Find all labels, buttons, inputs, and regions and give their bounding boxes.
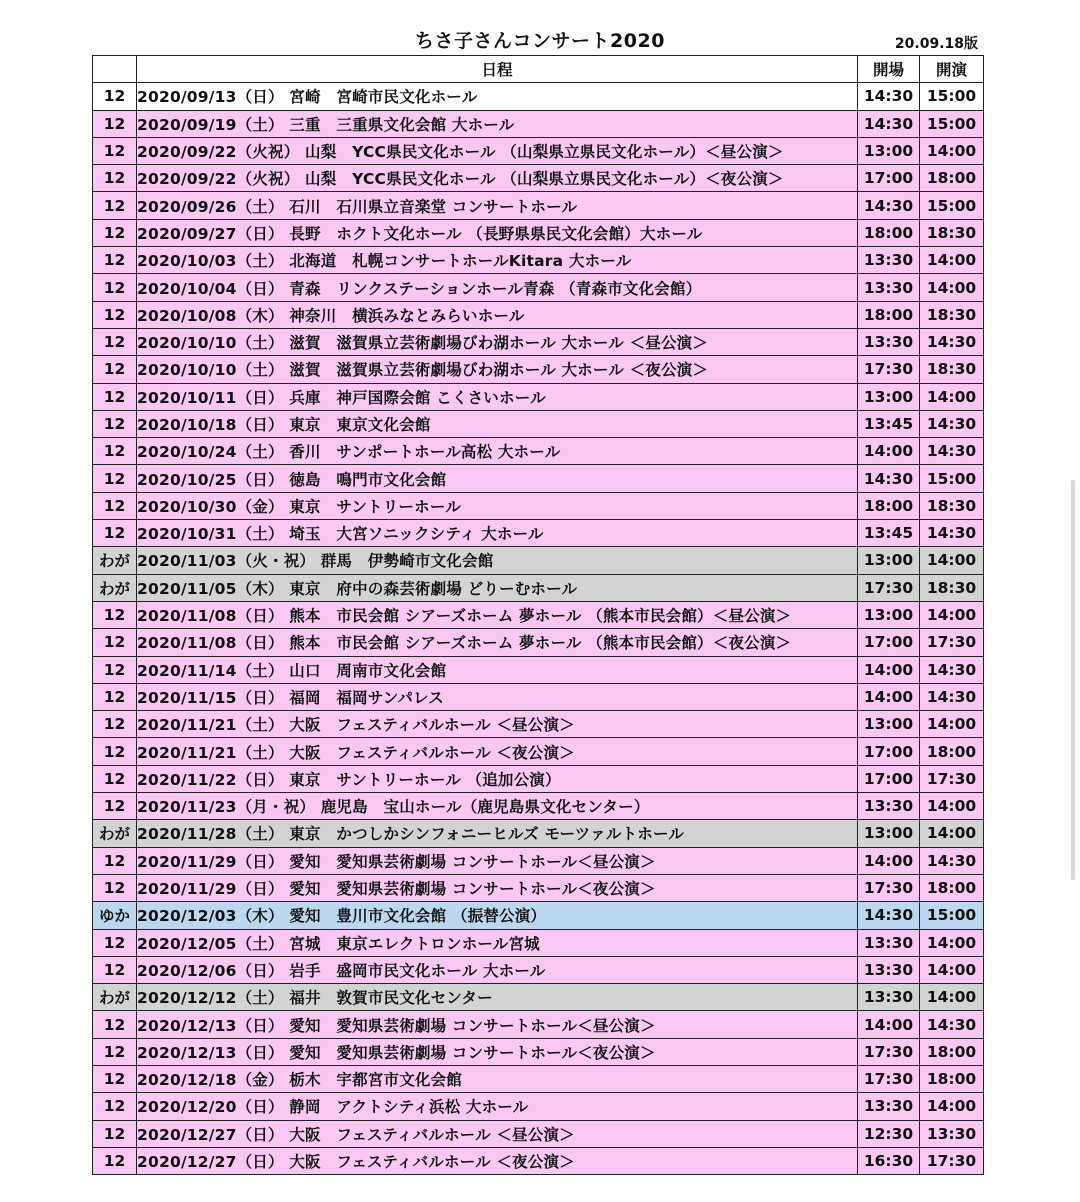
table-row (93, 465, 984, 492)
row-info: 2020/10/24（土） 香川 サンポートホール高松 大ホール (137, 438, 858, 465)
row-start-time: 18:30 (920, 356, 984, 383)
row-code: 12 (93, 301, 137, 328)
row-code: 12 (93, 956, 137, 983)
table-row (93, 1147, 984, 1174)
row-code: 12 (93, 629, 137, 656)
row-code: 12 (93, 410, 137, 437)
row-info: 2020/12/13（日） 愛知 愛知県芸術劇場 コンサートホール＜昼公演＞ (137, 1011, 858, 1038)
row-start-time: 14:30 (920, 1011, 984, 1038)
row-info: 2020/10/04（日） 青森 リンクステーションホール青森 （青森市文化会館） (137, 274, 858, 301)
table-row (93, 656, 984, 683)
table-row (93, 601, 984, 628)
row-start-time: 14:00 (920, 793, 984, 820)
table-row (93, 1065, 984, 1092)
row-open-time: 14:00 (858, 656, 920, 683)
row-open-time: 14:00 (858, 847, 920, 874)
row-info: 2020/12/03（木） 愛知 豊川市文化会館 （振替公演） (137, 902, 858, 929)
table-row (93, 274, 984, 301)
row-open-time: 13:00 (858, 711, 920, 738)
row-code: 12 (93, 929, 137, 956)
row-code: 12 (93, 656, 137, 683)
row-info: 2020/11/28（土） 東京 かつしかシンフォニーヒルズ モーツァルトホール (137, 820, 858, 847)
table-row (93, 738, 984, 765)
row-open-time: 13:00 (858, 820, 920, 847)
row-start-time: 18:00 (920, 738, 984, 765)
table-row (93, 383, 984, 410)
row-info: 2020/10/10（土） 滋賀 滋賀県立芸術劇場びわ湖ホール 大ホール ＜昼公演＞ (137, 328, 858, 355)
row-open-time: 13:00 (858, 383, 920, 410)
table-row (93, 765, 984, 792)
table-row (93, 902, 984, 929)
row-start-time: 18:30 (920, 492, 984, 519)
row-info: 2020/09/27（日） 長野 ホクト文化ホール （長野県県民文化会館）大ホール (137, 219, 858, 246)
row-start-time: 18:00 (920, 1065, 984, 1092)
row-code: 12 (93, 1120, 137, 1147)
row-open-time: 13:45 (858, 520, 920, 547)
row-start-time: 14:00 (920, 274, 984, 301)
row-info: 2020/11/22（日） 東京 サントリーホール （追加公演） (137, 765, 858, 792)
row-code: 12 (93, 1147, 137, 1174)
table-row (93, 793, 984, 820)
row-code: 12 (93, 1093, 137, 1120)
row-start-time: 18:00 (920, 1038, 984, 1065)
table-row (93, 1038, 984, 1065)
table-row (93, 83, 984, 110)
row-info: 2020/10/31（土） 埼玉 大宮ソニックシティ 大ホール (137, 520, 858, 547)
row-start-time: 18:30 (920, 574, 984, 601)
row-start-time: 17:30 (920, 1147, 984, 1174)
row-start-time: 14:30 (920, 683, 984, 710)
row-open-time: 18:00 (858, 492, 920, 519)
row-open-time: 13:30 (858, 984, 920, 1011)
row-code: わが (93, 574, 137, 601)
row-info: 2020/10/25（日） 徳島 鳴門市文化会館 (137, 465, 858, 492)
row-info: 2020/12/18（金） 栃木 宇都宮市文化会館 (137, 1065, 858, 1092)
row-info: 2020/10/03（土） 北海道 札幌コンサートホールKitara 大ホール (137, 247, 858, 274)
table-row (93, 629, 984, 656)
table-row (93, 301, 984, 328)
row-info: 2020/09/22（火祝） 山梨 YCC県民文化ホール （山梨県立県民文化ホール）＜昼公演＞ (137, 137, 858, 164)
row-start-time: 14:00 (920, 929, 984, 956)
row-open-time: 13:00 (858, 547, 920, 574)
row-info: 2020/12/27（日） 大阪 フェスティバルホール ＜昼公演＞ (137, 1120, 858, 1147)
row-code: 12 (93, 711, 137, 738)
row-open-time: 18:00 (858, 301, 920, 328)
row-open-time: 13:30 (858, 247, 920, 274)
row-open-time: 17:30 (858, 356, 920, 383)
row-code: 12 (93, 1065, 137, 1092)
row-open-time: 16:30 (858, 1147, 920, 1174)
row-code: ゆか (93, 902, 137, 929)
row-start-time: 14:30 (920, 847, 984, 874)
row-code: 12 (93, 847, 137, 874)
row-start-time: 13:30 (920, 1120, 984, 1147)
row-start-time: 18:30 (920, 219, 984, 246)
row-info: 2020/12/20（日） 静岡 アクトシティ浜松 大ホール (137, 1093, 858, 1120)
row-start-time: 14:30 (920, 656, 984, 683)
row-code: 12 (93, 192, 137, 219)
row-code: 12 (93, 683, 137, 710)
row-code: わが (93, 984, 137, 1011)
row-start-time: 14:00 (920, 984, 984, 1011)
row-start-time: 14:00 (920, 383, 984, 410)
row-open-time: 14:30 (858, 110, 920, 137)
version-label: 20.09.18版 (894, 36, 978, 52)
row-open-time: 13:30 (858, 1093, 920, 1120)
row-start-time: 14:00 (920, 547, 984, 574)
row-start-time: 14:00 (920, 137, 984, 164)
row-info: 2020/12/05（土） 宮城 東京エレクトロンホール宮城 (137, 929, 858, 956)
row-code: 12 (93, 110, 137, 137)
row-start-time: 15:00 (920, 902, 984, 929)
row-info: 2020/12/27（日） 大阪 フェスティバルホール ＜夜公演＞ (137, 1147, 858, 1174)
row-info: 2020/09/26（土） 石川 石川県立音楽堂 コンサートホール (137, 192, 858, 219)
row-code: 12 (93, 328, 137, 355)
table-row (93, 574, 984, 601)
row-start-time: 14:00 (920, 601, 984, 628)
row-start-time: 14:00 (920, 711, 984, 738)
schedule-table (92, 55, 984, 1175)
row-start-time: 15:00 (920, 110, 984, 137)
row-info: 2020/12/12（土） 福井 敦賀市民文化センター (137, 984, 858, 1011)
row-open-time: 14:00 (858, 438, 920, 465)
table-row (93, 1093, 984, 1120)
row-info: 2020/11/29（日） 愛知 愛知県芸術劇場 コンサートホール＜昼公演＞ (137, 847, 858, 874)
row-open-time: 13:30 (858, 274, 920, 301)
row-open-time: 18:00 (858, 219, 920, 246)
row-info: 2020/11/21（土） 大阪 フェスティバルホール ＜夜公演＞ (137, 738, 858, 765)
table-row (93, 438, 984, 465)
row-start-time: 15:00 (920, 83, 984, 110)
row-info: 2020/11/14（土） 山口 周南市文化会館 (137, 656, 858, 683)
table-row (93, 410, 984, 437)
row-code: 12 (93, 1038, 137, 1065)
row-open-time: 13:45 (858, 410, 920, 437)
row-info: 2020/11/05（木） 東京 府中の森芸術劇場 どりーむホール (137, 574, 858, 601)
row-code: 12 (93, 438, 137, 465)
table-row (93, 137, 984, 164)
row-info: 2020/11/03（火・祝） 群馬 伊勢崎市文化会館 (137, 547, 858, 574)
table-row (93, 547, 984, 574)
row-open-time: 13:30 (858, 929, 920, 956)
table-row (93, 110, 984, 137)
row-info: 2020/12/06（日） 岩手 盛岡市民文化ホール 大ホール (137, 956, 858, 983)
header-start: 開演 (920, 56, 984, 83)
table-row (93, 984, 984, 1011)
row-open-time: 14:00 (858, 1011, 920, 1038)
row-start-time: 14:30 (920, 438, 984, 465)
row-code: 12 (93, 492, 137, 519)
table-row (93, 328, 984, 355)
row-code: 12 (93, 874, 137, 901)
row-code: わが (93, 547, 137, 574)
row-code: 12 (93, 738, 137, 765)
row-start-time: 18:30 (920, 301, 984, 328)
row-code: 12 (93, 465, 137, 492)
row-info: 2020/11/15（日） 福岡 福岡サンパレス (137, 683, 858, 710)
table-row (93, 820, 984, 847)
scrollbar[interactable] (1071, 480, 1075, 880)
row-start-time: 14:30 (920, 520, 984, 547)
row-code: 12 (93, 793, 137, 820)
row-open-time: 13:30 (858, 956, 920, 983)
row-start-time: 17:30 (920, 629, 984, 656)
row-open-time: 17:30 (858, 874, 920, 901)
row-code: 12 (93, 165, 137, 192)
row-info: 2020/10/10（土） 滋賀 滋賀県立芸術劇場びわ湖ホール 大ホール ＜夜公演＞ (137, 356, 858, 383)
row-info: 2020/10/08（木） 神奈川 横浜みなとみらいホール (137, 301, 858, 328)
row-code: 12 (93, 520, 137, 547)
row-open-time: 17:00 (858, 765, 920, 792)
row-info: 2020/11/08（日） 熊本 市民会館 シアーズホーム 夢ホール （熊本市民会館）＜夜公演＞ (137, 629, 858, 656)
row-code: 12 (93, 383, 137, 410)
row-open-time: 17:00 (858, 738, 920, 765)
table-row (93, 1011, 984, 1038)
row-info: 2020/09/22（火祝） 山梨 YCC県民文化ホール （山梨県立県民文化ホール）＜夜公演＞ (137, 165, 858, 192)
row-start-time: 14:30 (920, 410, 984, 437)
row-info: 2020/10/18（日） 東京 東京文化会館 (137, 410, 858, 437)
table-row (93, 847, 984, 874)
row-info: 2020/11/23（月・祝） 鹿児島 宝山ホール（鹿児島県文化センター） (137, 793, 858, 820)
row-open-time: 13:30 (858, 793, 920, 820)
header-code (93, 56, 137, 83)
row-open-time: 13:00 (858, 137, 920, 164)
row-code: 12 (93, 1011, 137, 1038)
row-code: 12 (93, 274, 137, 301)
page-title: ちさ子さんコンサート2020 (415, 30, 665, 52)
row-open-time: 13:00 (858, 601, 920, 628)
header-open: 開場 (858, 56, 920, 83)
table-row (93, 356, 984, 383)
row-open-time: 17:00 (858, 165, 920, 192)
row-code: 12 (93, 219, 137, 246)
row-info: 2020/12/13（日） 愛知 愛知県芸術劇場 コンサートホール＜夜公演＞ (137, 1038, 858, 1065)
table-row (93, 520, 984, 547)
row-open-time: 17:30 (858, 1038, 920, 1065)
row-open-time: 14:30 (858, 465, 920, 492)
row-code: 12 (93, 137, 137, 164)
table-row (93, 165, 984, 192)
row-info: 2020/11/29（日） 愛知 愛知県芸術劇場 コンサートホール＜夜公演＞ (137, 874, 858, 901)
row-info: 2020/09/13（日） 宮崎 宮崎市民文化ホール (137, 83, 858, 110)
row-open-time: 14:30 (858, 902, 920, 929)
table-row (93, 711, 984, 738)
table-row (93, 683, 984, 710)
row-info: 2020/10/30（金） 東京 サントリーホール (137, 492, 858, 519)
row-code: 12 (93, 83, 137, 110)
row-open-time: 14:30 (858, 192, 920, 219)
table-row (93, 492, 984, 519)
row-open-time: 17:30 (858, 574, 920, 601)
row-code: 12 (93, 601, 137, 628)
row-info: 2020/09/19（土） 三重 三重県文化会館 大ホール (137, 110, 858, 137)
row-start-time: 18:00 (920, 874, 984, 901)
row-open-time: 14:00 (858, 683, 920, 710)
row-open-time: 17:30 (858, 1065, 920, 1092)
table-row (93, 247, 984, 274)
row-start-time: 14:00 (920, 247, 984, 274)
table-row (93, 929, 984, 956)
row-code: わが (93, 820, 137, 847)
header-row (93, 56, 984, 83)
row-code: 12 (93, 356, 137, 383)
table-row (93, 192, 984, 219)
row-open-time: 13:30 (858, 328, 920, 355)
row-open-time: 17:00 (858, 629, 920, 656)
table-row (93, 956, 984, 983)
row-code: 12 (93, 247, 137, 274)
row-code: 12 (93, 765, 137, 792)
table-row (93, 1120, 984, 1147)
schedule-body (93, 83, 984, 1175)
row-info: 2020/11/21（土） 大阪 フェスティバルホール ＜昼公演＞ (137, 711, 858, 738)
row-start-time: 14:00 (920, 956, 984, 983)
row-start-time: 14:00 (920, 1093, 984, 1120)
row-start-time: 15:00 (920, 192, 984, 219)
table-row (93, 219, 984, 246)
row-start-time: 18:00 (920, 165, 984, 192)
row-start-time: 17:30 (920, 765, 984, 792)
header-schedule: 日程 (137, 56, 858, 83)
row-info: 2020/10/11（日） 兵庫 神戸国際会館 こくさいホール (137, 383, 858, 410)
row-start-time: 14:30 (920, 328, 984, 355)
row-open-time: 12:30 (858, 1120, 920, 1147)
row-start-time: 14:00 (920, 820, 984, 847)
row-info: 2020/11/08（日） 熊本 市民会館 シアーズホーム 夢ホール （熊本市民会館）＜昼公演＞ (137, 601, 858, 628)
table-row (93, 874, 984, 901)
row-start-time: 15:00 (920, 465, 984, 492)
row-open-time: 14:30 (858, 83, 920, 110)
